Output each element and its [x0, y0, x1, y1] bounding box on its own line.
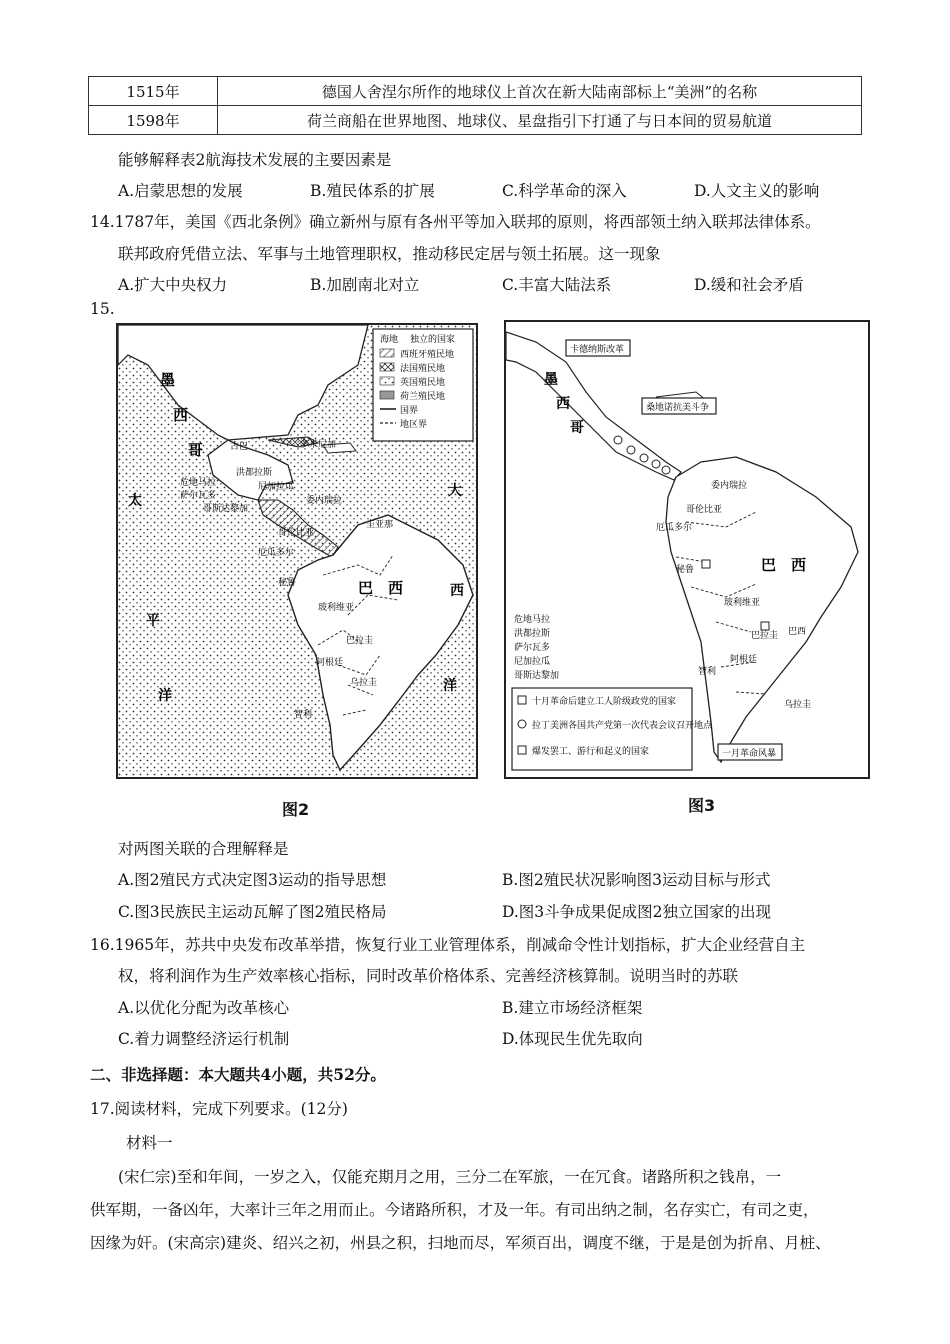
legend-costa-rica: 哥斯达黎加 — [514, 671, 560, 681]
table-cell-event: 德国人舍涅尔所作的地球仪上首次在新大陆南部标上“美洲”的名称 — [218, 77, 862, 106]
marker-2 — [627, 446, 635, 454]
q15-option-c: C.图3民族民主运动瓦解了图2殖民格局 — [118, 903, 387, 921]
q16-line-1: 16.1965年，苏共中央发布改革举措，恢复行业工业管理体系，削减命令性计划指标，扩大企业经营自主 — [90, 936, 806, 954]
legend-swatch-french — [380, 363, 394, 371]
q13-stem: 能够解释表2航海技术发展的主要因素是 — [118, 151, 392, 169]
label-dominican: 多米尼加 — [300, 440, 337, 450]
q16-option-c: C.着力调整经济运行机制 — [118, 1030, 290, 1048]
q13-option-d: D.人文主义的影响 — [694, 182, 820, 200]
label-ecuador: 厄瓜多尔 — [656, 523, 693, 533]
marker-3 — [640, 454, 648, 462]
label-guiana: 圭亚那 — [366, 520, 394, 530]
legend-party: 十月革命后建立工人阶级政党的国家 — [532, 697, 677, 707]
table-cell-year: 1598年 — [89, 106, 218, 135]
legend-swatch-british — [380, 377, 394, 385]
table-row — [89, 106, 862, 135]
label-colombia: 哥伦比亚 — [278, 528, 315, 538]
label-pacific-1: 太 — [128, 493, 142, 509]
label-chile: 智利 — [698, 667, 717, 677]
legend-swatch-dutch — [380, 391, 394, 399]
marker-4 — [652, 460, 660, 468]
callout-january-text: 一月革命风暴 — [722, 749, 777, 759]
q16-option-a: A.以优化分配为改革核心 — [118, 999, 290, 1017]
label-colombia: 哥伦比亚 — [686, 505, 723, 515]
legend-congress: 拉丁美洲各国共产党第一次代表会议召开地点 — [532, 721, 713, 731]
legend-strikes: 爆发罢工、游行和起义的国家 — [532, 747, 650, 757]
legend-french: 法国殖民地 — [400, 364, 446, 374]
q14-option-b: B.加剧南北对立 — [310, 276, 420, 294]
label-uruguay: 乌拉圭 — [350, 678, 378, 688]
label-honduras: 洪都拉斯 — [236, 468, 273, 478]
label-venezuela: 委内瑞拉 — [711, 481, 748, 491]
q14-line-2: 联邦政府凭借立法、军事与土地管理职权，推动移民定居与领土拓展。这一现象 — [118, 245, 661, 263]
table-cell-year: 1515年 — [89, 77, 218, 106]
q16-option-d: D.体现民生优先取向 — [502, 1030, 643, 1048]
label-peru: 秘鲁 — [676, 565, 695, 575]
label-pacific-3: 洋 — [158, 688, 172, 704]
label-uruguay: 乌拉圭 — [784, 700, 812, 710]
q14-option-a: A.扩大中央权力 — [118, 276, 228, 294]
label-atlantic-1: 大 — [448, 483, 462, 499]
label-argentina: 阿根廷 — [316, 658, 344, 668]
label-mexico-2: 西 — [173, 406, 189, 424]
map-figure-3 — [504, 320, 870, 779]
q17-paragraph-line-3: 因缘为奸。(宋高宗)建炎、绍兴之初，州县之积，扫地而尽，军须百出，调度不继，于是是创为折帛、月桩、 — [90, 1234, 831, 1252]
label-atlantic-2: 西 — [450, 583, 464, 599]
marker-square — [761, 622, 769, 630]
map-3-svg — [506, 322, 868, 777]
label-ecuador: 厄瓜多尔 — [258, 548, 295, 558]
q15-option-b: B.图2殖民状况影响图3运动目标与形式 — [502, 871, 771, 889]
table-2 — [88, 76, 862, 135]
label-bolivia: 玻利维亚 — [724, 598, 761, 608]
label-cuba: 古巴 — [230, 442, 249, 452]
label-venezuela: 委内瑞拉 — [306, 496, 343, 506]
marker-5 — [662, 466, 670, 474]
label-pacific-2: 平 — [146, 613, 160, 629]
map-2-svg — [118, 325, 476, 777]
map-3-caption: 图3 — [688, 796, 716, 815]
q13-option-a: A.启蒙思想的发展 — [118, 182, 243, 200]
q14-option-c: C.丰富大陆法系 — [502, 276, 612, 294]
legend-border: 国界 — [400, 406, 419, 416]
label-brazil: 巴 西 — [761, 556, 807, 574]
q16-line-2: 权，将利润作为生产效率核心指标，同时改革价格体系、完善经济核算制。说明当时的苏联 — [118, 967, 739, 985]
table-cell-event: 荷兰商船在世界地图、地球仪、星盘指引下打通了与日本间的贸易航道 — [218, 106, 862, 135]
callout-cardenas-text: 卡德纳斯改革 — [570, 345, 625, 355]
q15-option-a: A.图2殖民方式决定图3运动的指导思想 — [118, 871, 387, 889]
legend-circle-icon — [518, 720, 526, 728]
q13-option-c: C.科学革命的深入 — [502, 182, 627, 200]
marker-square — [702, 560, 710, 568]
label-bolivia: 玻利维亚 — [318, 603, 355, 613]
label-mexico-3: 哥 — [570, 420, 584, 436]
label-mexico-1: 墨 — [160, 371, 176, 389]
label-paraguay: 巴拉圭 — [346, 636, 374, 646]
q15-option-d: D.图3斗争成果促成图2独立国家的出现 — [502, 903, 772, 921]
label-atlantic-3: 洋 — [443, 678, 457, 694]
map-figure-2 — [116, 323, 478, 779]
q14-option-d: D.缓和社会矛盾 — [694, 276, 804, 294]
q14-line-1: 14.1787年，美国《西北条例》确立新州与原有各州平等加入联邦的原则，将西部领土纳入联邦法律体系。 — [90, 213, 821, 231]
table-row — [89, 77, 862, 106]
label-guatemala: 危地马拉 — [180, 478, 217, 488]
legend-swatch-spanish — [380, 349, 394, 357]
q17-heading: 17.阅读材料，完成下列要求。(12分) — [90, 1100, 348, 1118]
legend-independent: 独立的国家 — [410, 335, 456, 345]
label-nicaragua: 尼加拉瓜 — [258, 482, 295, 492]
legend-dutch: 荷兰殖民地 — [400, 392, 446, 402]
legend-nicaragua: 尼加拉瓜 — [514, 657, 551, 667]
legend-region: 地区界 — [400, 420, 428, 430]
legend-haiti: 海地 — [380, 335, 399, 345]
south-america-landmass — [666, 457, 858, 762]
legend-el-salvador: 萨尔瓦多 — [514, 643, 551, 653]
legend-spanish: 西班牙殖民地 — [400, 350, 455, 360]
legend-guatemala: 危地马拉 — [514, 615, 551, 625]
label-brazil: 巴 西 — [358, 579, 404, 597]
label-brazil-small: 巴西 — [788, 627, 807, 637]
label-argentina: 阿根廷 — [730, 655, 758, 665]
marker-1 — [614, 436, 622, 444]
label-peru: 秘鲁 — [278, 578, 297, 588]
label-mexico-2: 西 — [556, 396, 570, 412]
legend-square-icon — [518, 696, 526, 704]
q17-material-title: 材料一 — [126, 1134, 173, 1152]
label-costa-rica: 哥斯达黎加 — [203, 504, 249, 514]
label-mexico-1: 墨 — [544, 372, 558, 388]
label-paraguay: 巴拉圭 — [751, 631, 779, 641]
q15-number: 15. — [90, 300, 115, 318]
q17-paragraph-line-2: 供军期，一备凶年，大率计三年之用而止。今诸路所积，才及一年。有司出纳之制，名存实亡，有司之吏， — [90, 1201, 819, 1219]
label-chile: 智利 — [294, 710, 313, 720]
section-2-heading: 二、非选择题：本大题共4小题，共52分。 — [90, 1065, 386, 1084]
label-mexico-3: 哥 — [188, 441, 204, 459]
q17-paragraph-line-1: (宋仁宗)至和年间，一岁之入，仅能充期月之用，三分二在军旅，一在冗食。诸路所积之钱帛，一 — [118, 1168, 782, 1186]
map-2-caption: 图2 — [282, 800, 310, 819]
legend-british: 英国殖民地 — [400, 378, 446, 388]
legend-honduras: 洪都拉斯 — [514, 629, 551, 639]
q13-option-b: B.殖民体系的扩展 — [310, 182, 435, 200]
legend-square-icon — [518, 746, 526, 754]
callout-sandino-text: 桑地诺抗美斗争 — [646, 403, 710, 413]
q16-option-b: B.建立市场经济框架 — [502, 999, 643, 1017]
label-el-salvador: 萨尔瓦多 — [180, 491, 217, 501]
q15-stem: 对两图关联的合理解释是 — [118, 840, 289, 858]
